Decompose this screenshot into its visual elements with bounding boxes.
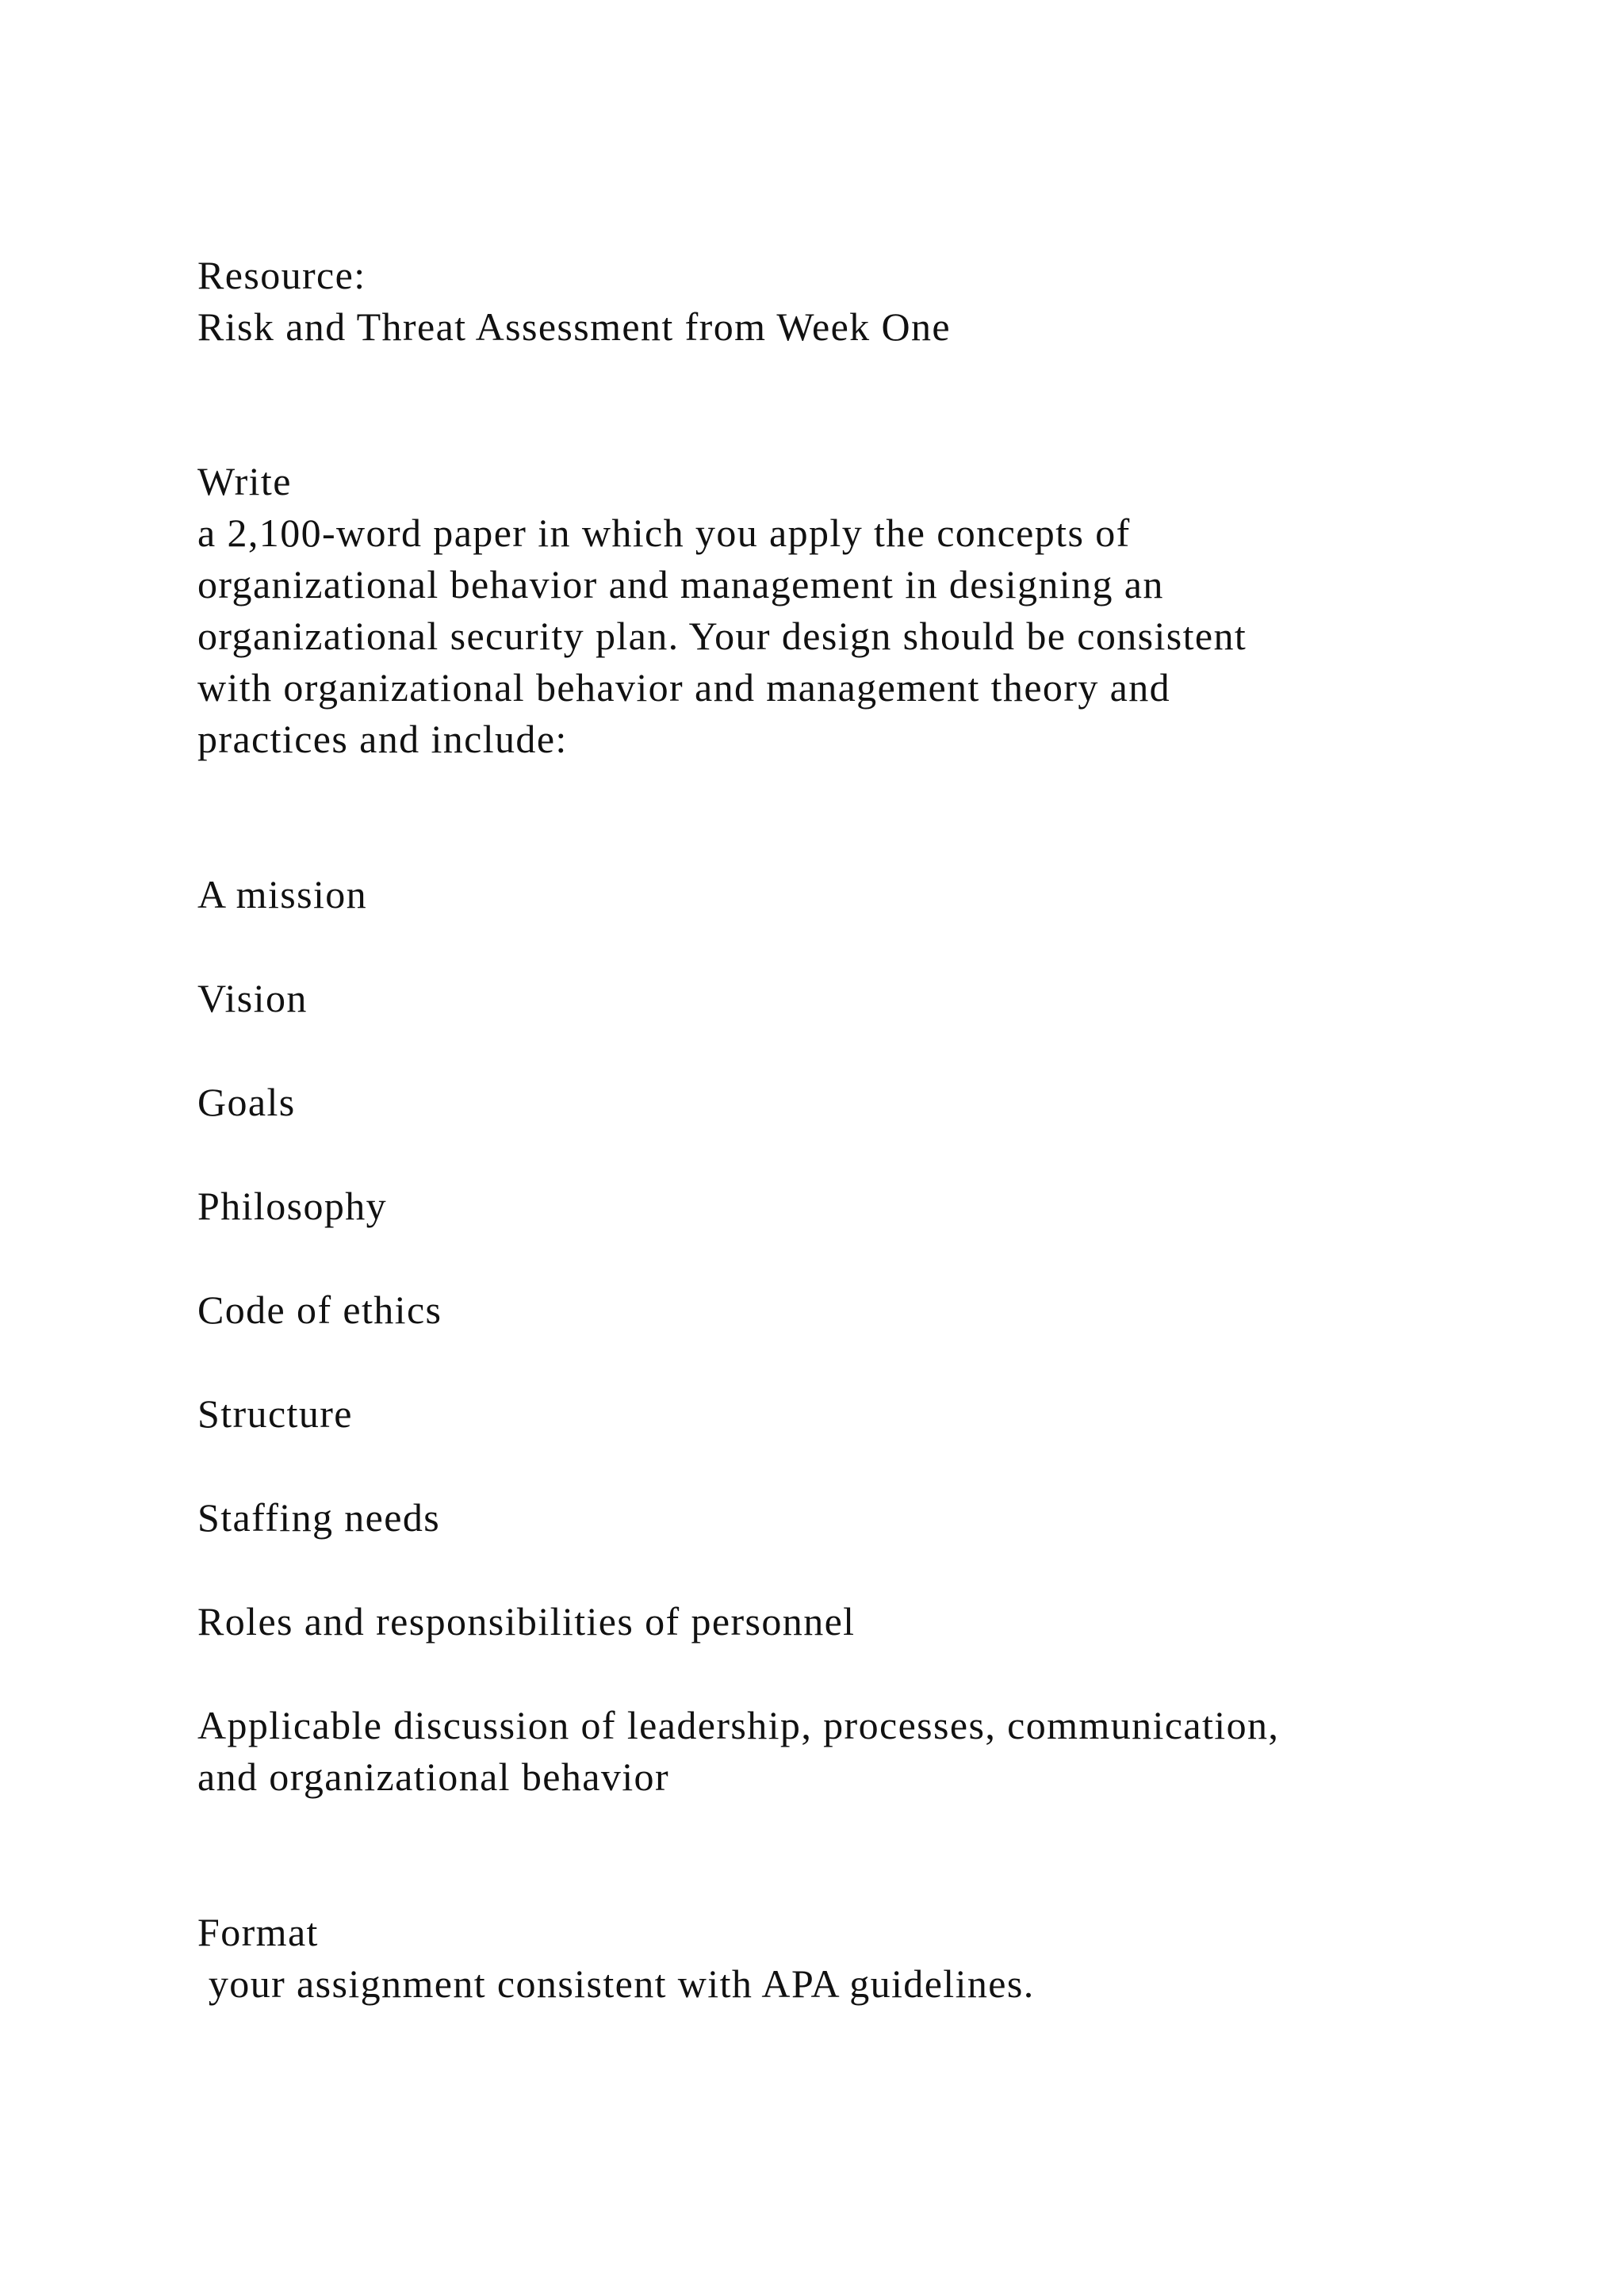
resource-section [197, 250, 1466, 353]
write-line-2: organizational behavior and management in designing an [197, 562, 1164, 607]
write-lead: Write [197, 459, 292, 503]
list-item: Goals [197, 1080, 296, 1124]
write-line-1: a 2,100-word paper in which you apply the concepts of [197, 511, 1131, 555]
requirements-list [197, 869, 1466, 1803]
write-line-5: practices and include: [197, 717, 568, 761]
list-item: Staffing needs [197, 1495, 441, 1540]
discussion-line-2: and organizational behavior [197, 1755, 670, 1799]
discussion-line-1: Applicable discussion of leadership, processes, communication, [197, 1703, 1280, 1747]
format-text: your assignment consistent with APA guidelines. [197, 1961, 1035, 2006]
write-section [197, 456, 1466, 765]
write-line-4: with organizational behavior and management theory and [197, 665, 1171, 710]
list-item: A mission [197, 872, 368, 916]
resource-text: Risk and Threat Assessment from Week One [197, 304, 951, 349]
list-item: Roles and responsibilities of personnel [197, 1599, 856, 1644]
list-item: Vision [197, 976, 308, 1020]
list-item: Philosophy [197, 1184, 388, 1228]
document-body [197, 250, 1466, 2010]
resource-label: Resource: [197, 253, 366, 297]
list-item: Code of ethics [197, 1288, 442, 1332]
list-item-discussion [197, 1700, 1466, 1803]
list-item: Structure [197, 1391, 353, 1436]
format-lead: Format [197, 1910, 319, 1954]
write-line-3: organizational security plan. Your design should be consistent [197, 614, 1247, 658]
format-section [197, 1907, 1466, 2010]
